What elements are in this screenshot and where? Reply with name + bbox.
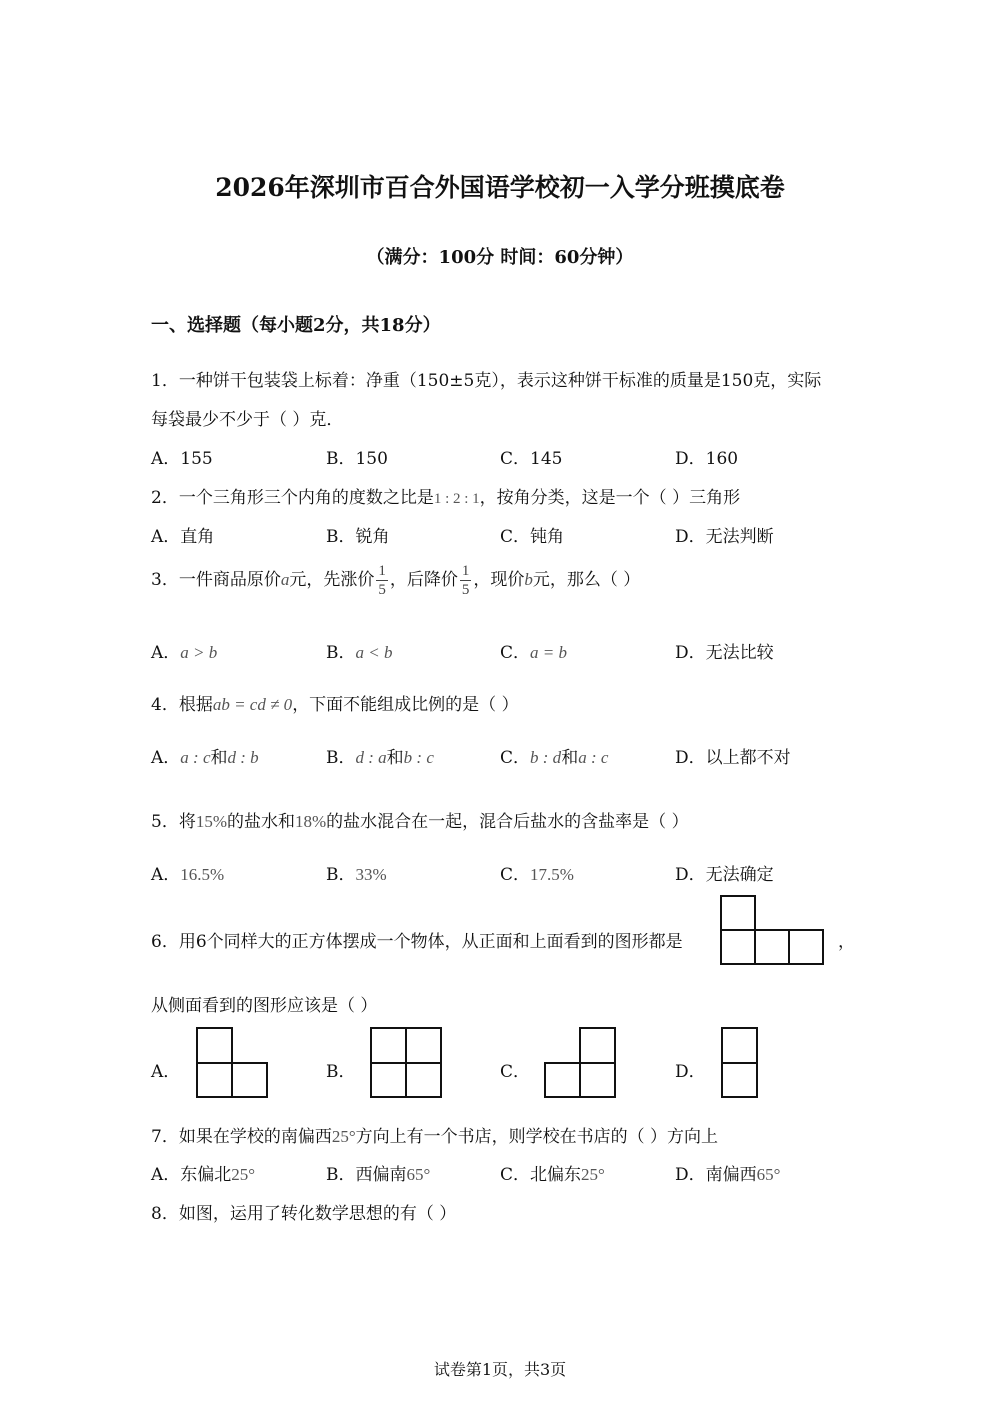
- square-cell: [580, 1028, 615, 1063]
- square-cell: [755, 930, 789, 964]
- q4-option-c: [500, 743, 608, 768]
- option-angle: 65°: [406, 1165, 431, 1184]
- q5-option-d: D．无法确定: [675, 865, 774, 885]
- q7-option-a: [151, 1160, 255, 1185]
- q6-option-d-figure: [721, 1027, 761, 1099]
- square-cell: [721, 896, 755, 930]
- q7-option-b: [326, 1160, 430, 1185]
- option-connector: 和: [210, 748, 228, 768]
- page-title: 2026年深圳市百合外国语学校初一入学分班摸底卷: [215, 173, 785, 202]
- option-expression: a = b: [530, 643, 567, 662]
- square-cell: [371, 1063, 406, 1097]
- q2-option-c: C．钝角: [500, 527, 565, 547]
- q7-option-c: [500, 1160, 605, 1185]
- q3-option-d: D．无法比较: [675, 643, 774, 663]
- option-label: A．东偏北: [151, 1165, 232, 1185]
- q5-text-mid: 的盐水和: [227, 812, 295, 832]
- option-expression: a : c: [578, 748, 609, 767]
- q7-option-d: [675, 1160, 780, 1185]
- question-1-line1: 1．一种饼干包装袋上标着：净重（150±5克），表示这种饼干标准的质量是150克，实际: [151, 371, 822, 391]
- q5-text-post: 的盐水混合在一起，混合后盐水的含盐率是（ ）: [326, 812, 689, 832]
- q4-option-a: [151, 743, 259, 768]
- q2-option-d: D．无法判断: [675, 527, 774, 547]
- q3-var-b: b: [524, 570, 533, 589]
- q1-option-c: C．145: [500, 449, 563, 469]
- q3-fraction-2: [460, 562, 472, 599]
- question-7: [151, 1122, 718, 1147]
- q3-option-a: [151, 638, 217, 663]
- option-expression: d : b: [227, 748, 259, 767]
- option-value: 17.5%: [530, 865, 574, 884]
- option-label: B．西偏南: [326, 1165, 407, 1185]
- q4-option-b: [326, 743, 434, 768]
- option-label: C．: [500, 643, 531, 663]
- question-3: [151, 558, 640, 602]
- q2-ratio: 1 : 2 : 1: [433, 491, 480, 507]
- fraction-numerator: 1: [461, 563, 470, 579]
- section-heading: 一、选择题（每小题2分，共18分）: [151, 315, 441, 336]
- option-expression: a > b: [180, 643, 218, 662]
- question-6-comma: ，: [838, 932, 855, 952]
- question-8: 8．如图，运用了转化数学思想的有（ ）: [151, 1204, 457, 1224]
- option-angle: 25°: [581, 1165, 605, 1184]
- q5-option-b: [326, 860, 387, 885]
- square-cell: [580, 1063, 615, 1097]
- q2-text-post: ，按角分类，这是一个（ ）三角形: [479, 488, 741, 508]
- q5-percent-1: 15%: [195, 812, 227, 831]
- option-value: 33%: [355, 865, 387, 884]
- fraction-denominator: 5: [461, 582, 470, 598]
- q7-angle: 25°: [331, 1127, 356, 1146]
- option-expression: b : d: [530, 748, 562, 767]
- q6-option-c-label: C．: [500, 1062, 531, 1082]
- q5-option-c: [500, 860, 574, 885]
- question-2: [151, 483, 740, 508]
- q3-fraction-1: [376, 562, 388, 599]
- fraction-denominator: 5: [378, 582, 386, 598]
- option-label: A．: [151, 643, 181, 663]
- option-label: C．北偏东: [500, 1165, 582, 1185]
- q6-option-c-figure: [544, 1027, 618, 1099]
- square-cell: [406, 1063, 441, 1097]
- square-cell: [371, 1028, 406, 1063]
- q2-option-a: A．直角: [151, 527, 215, 547]
- square-cell: [722, 1063, 757, 1097]
- q1-option-a: A．155: [151, 449, 213, 469]
- q2-option-b: B．锐角: [326, 527, 390, 547]
- question-5: [151, 807, 689, 832]
- q6-option-b-label: B．: [326, 1062, 356, 1082]
- q3-var-a: a: [280, 570, 290, 589]
- square-cell: [197, 1063, 232, 1097]
- front-top-view-figure: [720, 895, 826, 967]
- q6-option-b-figure: [370, 1027, 444, 1099]
- q6-option-a-figure: [196, 1027, 270, 1099]
- page-footer: 试卷第1页，共3页: [433, 1360, 567, 1379]
- q2-text-pre: 2．一个三角形三个内角的度数之比是: [151, 488, 434, 508]
- q3-text-post: 元，那么（ ）: [532, 570, 641, 590]
- square-cell: [722, 1028, 757, 1063]
- q3-text-pre: 3．一件商品原价: [151, 570, 281, 590]
- fraction-numerator: 1: [378, 563, 386, 579]
- q1-option-b: B．150: [326, 449, 388, 469]
- q3-option-b: [326, 638, 392, 663]
- q5-percent-2: 18%: [295, 812, 327, 831]
- square-cell: [721, 930, 755, 964]
- q6-option-a-label: A．: [151, 1062, 181, 1082]
- q3-text-mid3: ，现价: [473, 570, 525, 590]
- square-cell: [545, 1063, 580, 1097]
- q5-text-pre: 5．将: [151, 812, 196, 832]
- question-6-line2: 从侧面看到的图形应该是（ ）: [151, 996, 378, 1016]
- exam-info: （满分：100分 时间：60分钟）: [366, 247, 634, 268]
- option-expression: d : a: [355, 748, 387, 767]
- option-expression: a : c: [180, 748, 211, 767]
- option-angle: 65°: [756, 1165, 781, 1184]
- q3-text-mid2: ，后降价: [389, 570, 458, 590]
- q7-text-post: 方向上有一个书店，则学校在书店的（ ）方向上: [355, 1127, 719, 1147]
- option-angle: 25°: [231, 1165, 256, 1184]
- option-connector: 和: [386, 748, 404, 768]
- question-4: [151, 690, 519, 715]
- question-1-line2: 每袋最少不少于（ ）克．: [151, 410, 344, 430]
- option-expression: b : c: [403, 748, 434, 767]
- q3-option-c: [500, 638, 567, 663]
- option-label: C．: [500, 748, 531, 768]
- q5-option-a: [151, 860, 224, 885]
- q1-option-d: D．160: [675, 449, 739, 469]
- square-cell: [406, 1028, 441, 1063]
- option-expression: a < b: [355, 643, 393, 662]
- square-cell: [197, 1028, 232, 1063]
- q4-expression: ab = cd ≠ 0: [212, 695, 293, 714]
- option-label: C．: [500, 865, 531, 885]
- q4-option-d: D．以上都不对: [675, 748, 791, 768]
- option-label: A．: [151, 748, 181, 768]
- q4-text-pre: 4．根据: [151, 695, 213, 715]
- option-label: B．: [326, 865, 356, 885]
- q7-text-pre: 7．如果在学校的南偏西: [151, 1127, 332, 1147]
- q3-text-mid1: 元，先涨价: [289, 570, 375, 590]
- option-label: B．: [326, 643, 356, 663]
- q4-text-post: ，下面不能组成比例的是（ ）: [292, 695, 519, 715]
- q6-option-d-label: D．: [675, 1062, 706, 1082]
- option-value: 16.5%: [180, 865, 225, 884]
- square-cell: [232, 1063, 267, 1097]
- square-cell: [789, 930, 823, 964]
- option-connector: 和: [561, 748, 579, 768]
- option-label: A．: [151, 865, 181, 885]
- option-label: D．南偏西: [675, 1165, 757, 1185]
- question-6-line1: 6．用6个同样大的正方体摆成一个物体，从正面和上面看到的图形都是: [151, 932, 683, 952]
- option-label: B．: [326, 748, 356, 768]
